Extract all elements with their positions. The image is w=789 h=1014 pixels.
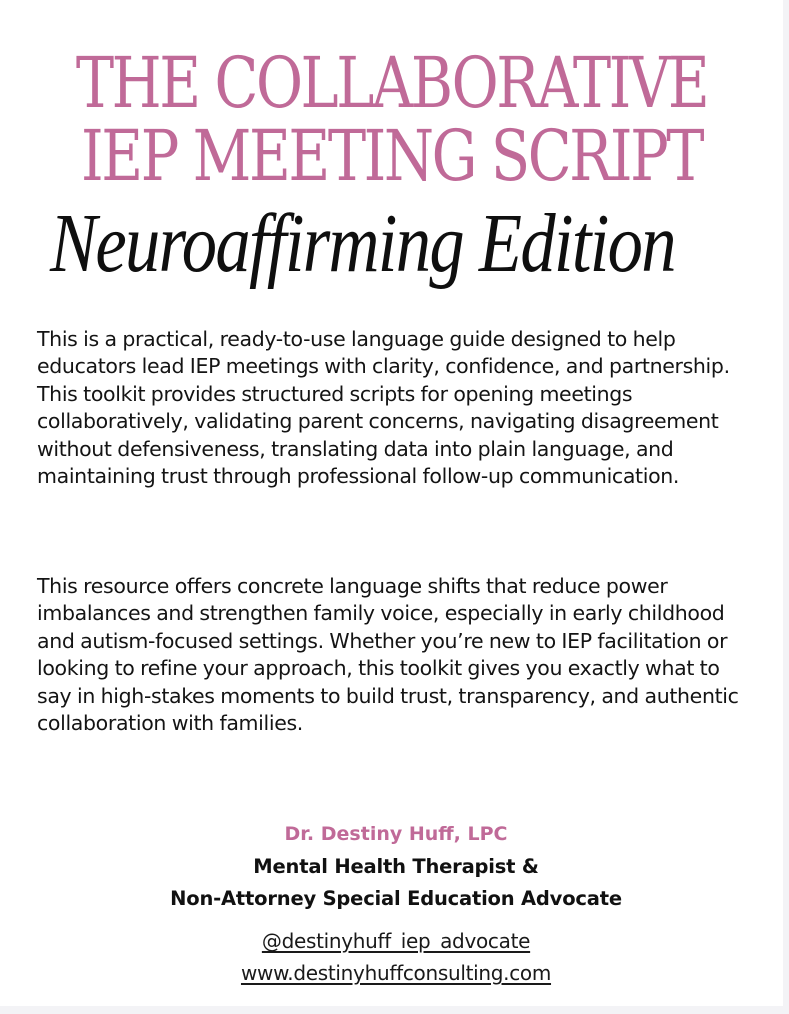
website-link[interactable]: www.destinyhuffconsulting.com bbox=[240, 961, 552, 985]
author-role-line-2: Non-Attorney Special Education Advocate bbox=[170, 887, 622, 910]
subtitle: Neuroaffirming Edition bbox=[50, 197, 675, 290]
author-name: Dr. Destiny Huff, LPC bbox=[284, 823, 508, 845]
description-paragraph-1: This is a practical, ready-to-use language guide designed to help educators lead IEP meetings with clarity, confidence, and partnership. This toolkit provides structured scripts for opening meetings collaboratively, validating parent concerns, navigating disagreement without defensiveness, translating data into plain language, and maintaining trust through professional follow-up communication. bbox=[37, 327, 730, 489]
description-paragraph-2: This resource offers concrete language shifts that reduce power imbalances and strengthen family voice, especially in early childhood and autism-focused settings. Whether you’re new to IEP facilitation or looking to refine your approach, this toolkit gives you exactly what to say in high-stakes moments to build trust, transparency, and authentic collaboration with families. bbox=[37, 574, 739, 736]
title-line-1: THE COLLABORATIVE bbox=[75, 42, 708, 124]
social-handle-link[interactable]: @destinyhuff_iep_advocate bbox=[261, 929, 531, 953]
title-line-2: IEP MEETING SCRIPT bbox=[81, 115, 703, 197]
author-role-line-1: Mental Health Therapist & bbox=[253, 855, 539, 878]
